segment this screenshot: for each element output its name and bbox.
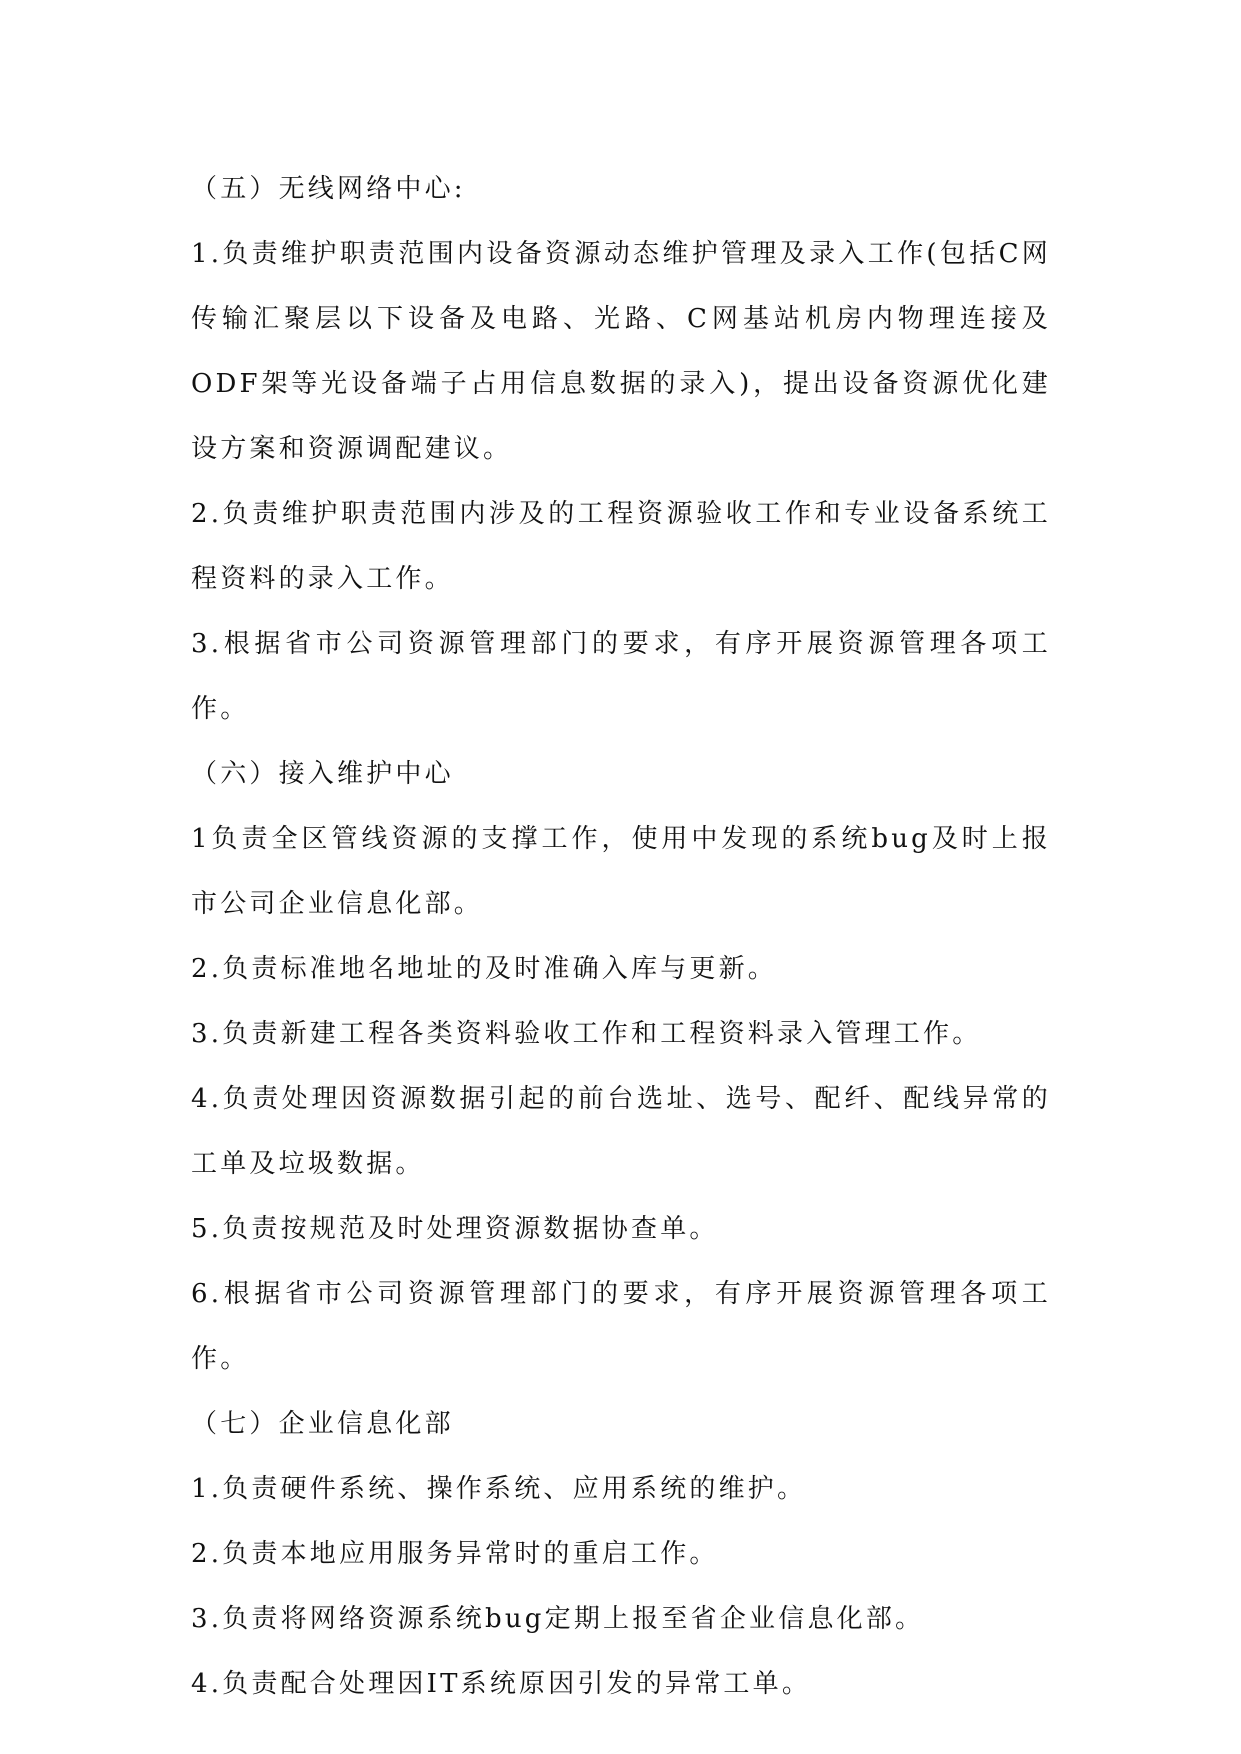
paragraph-item: 1.负责维护职责范围内设备资源动态维护管理及录入工作(包括C网传输汇聚层以下设备及电路、光路、C网基站机房内物理连接及ODF架等光设备端子占用信息数据的录入)，提出设备资源优化建设方案和资源调配建议。 (191, 239, 1051, 464)
section-heading-access-maintenance-center: （六）接入维护中心 (191, 759, 454, 789)
paragraph-item: 3.根据省市公司资源管理部门的要求，有序开展资源管理各项工作。 (191, 629, 1051, 724)
paragraph-item: 4.负责配合处理因IT系统原因引发的异常工单。 (191, 1669, 812, 1699)
paragraph-item: 1负责全区管线资源的支撑工作，使用中发现的系统bug及时上报市公司企业信息化部。 (191, 824, 1051, 919)
paragraph-item: 2.负责本地应用服务异常时的重启工作。 (191, 1539, 719, 1569)
paragraph-item: 2.负责标准地名地址的及时准确入库与更新。 (191, 954, 778, 984)
section-heading-enterprise-informatization-dept: （七）企业信息化部 (191, 1409, 454, 1439)
paragraph-item: 6.根据省市公司资源管理部门的要求，有序开展资源管理各项工作。 (191, 1279, 1051, 1374)
document-body (191, 157, 1051, 1717)
paragraph-item: 3.负责新建工程各类资料验收工作和工程资料录入管理工作。 (191, 1019, 982, 1049)
paragraph-item: 2.负责维护职责范围内涉及的工程资源验收工作和专业设备系统工程资料的录入工作。 (191, 499, 1051, 594)
paragraph-item: 5.负责按规范及时处理资源数据协查单。 (191, 1214, 719, 1244)
section-heading-wireless-network-center: （五）无线网络中心: (191, 174, 466, 204)
paragraph-item: 1.负责硬件系统、操作系统、应用系统的维护。 (191, 1474, 807, 1504)
paragraph-item: 3.负责将网络资源系统bug定期上报至省企业信息化部。 (191, 1604, 925, 1634)
paragraph-item: 4.负责处理因资源数据引起的前台选址、选号、配纤、配线异常的工单及垃圾数据。 (191, 1084, 1051, 1179)
